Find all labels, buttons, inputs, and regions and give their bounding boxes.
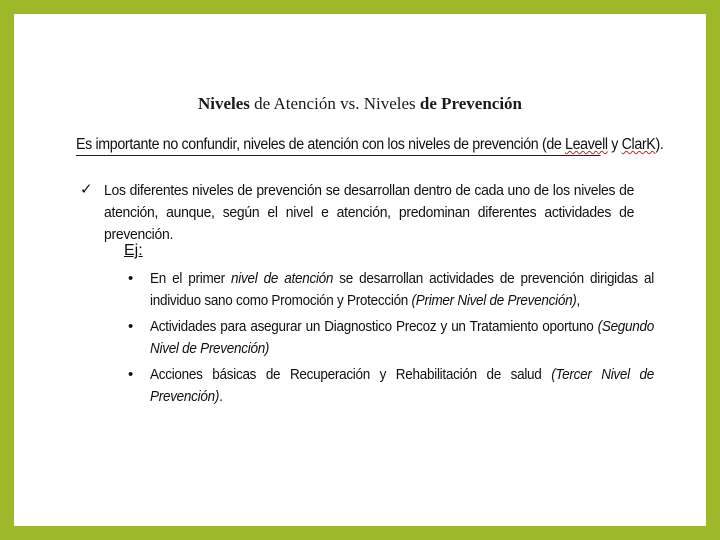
bullet-1-text-a: En el primer bbox=[150, 270, 232, 287]
bullet-1-italic-b: (Primer Nivel de Prevención) bbox=[411, 292, 577, 309]
bullet-item-3 bbox=[128, 364, 688, 408]
bullet-text-2 bbox=[150, 316, 654, 360]
intro-text-after: ). bbox=[655, 136, 664, 153]
bullet-1-text-c: , bbox=[576, 292, 581, 309]
slide bbox=[14, 14, 706, 526]
bullet-3-text-a: Acciones básicas de Recuperación y Rehabilitación de salud bbox=[150, 366, 552, 383]
bullet-icon: • bbox=[128, 318, 134, 335]
bullet-item-2 bbox=[128, 316, 688, 360]
check-item-text: Los diferentes niveles de prevención se desarrollan dentro de cada uno de los niveles de atención, aunque, según el nivel e atención, predominan diferentes actividades de prevención. bbox=[104, 182, 635, 243]
clark-name: ClarK bbox=[621, 136, 656, 153]
bullet-1-italic-a: nivel de atención bbox=[231, 270, 334, 287]
bullet-text-1 bbox=[150, 268, 654, 312]
intro-y: y bbox=[607, 136, 622, 153]
leavell-name: Leavell bbox=[565, 136, 608, 153]
bullet-3-text-b: . bbox=[219, 388, 223, 405]
slide-title bbox=[14, 94, 706, 114]
title-part-1: Niveles bbox=[197, 94, 250, 113]
title-part-3: de Prevención bbox=[419, 94, 523, 113]
bullet-icon: • bbox=[128, 270, 134, 287]
bullet-3-italic-a: (Tercer Nivel de Prevención) bbox=[150, 366, 655, 405]
bullet-1-text-b: se desarrollan actividades de prevención dirigidas al individuo sano como Promoción y Protección bbox=[150, 270, 654, 309]
bullet-list bbox=[128, 268, 688, 412]
bullet-2-text-a: Actividades para asegurar un Diagnostico Precoz y un Tratamiento oportuno bbox=[150, 318, 598, 335]
bullet-2-italic-a: (Segundo Nivel de Prevención) bbox=[150, 318, 654, 357]
example-label: Ej: bbox=[124, 242, 143, 259]
bullet-text-3 bbox=[150, 364, 654, 408]
title-part-2: de Atención vs. Niveles bbox=[249, 94, 420, 113]
checkmark-icon: ✓ bbox=[80, 181, 93, 198]
bullet-icon: • bbox=[128, 366, 134, 383]
intro-sentence bbox=[76, 136, 664, 156]
intro-text-before: Es importante no confundir, niveles de atención con los niveles de prevención (de bbox=[76, 136, 566, 153]
bullet-item-1 bbox=[128, 268, 688, 312]
